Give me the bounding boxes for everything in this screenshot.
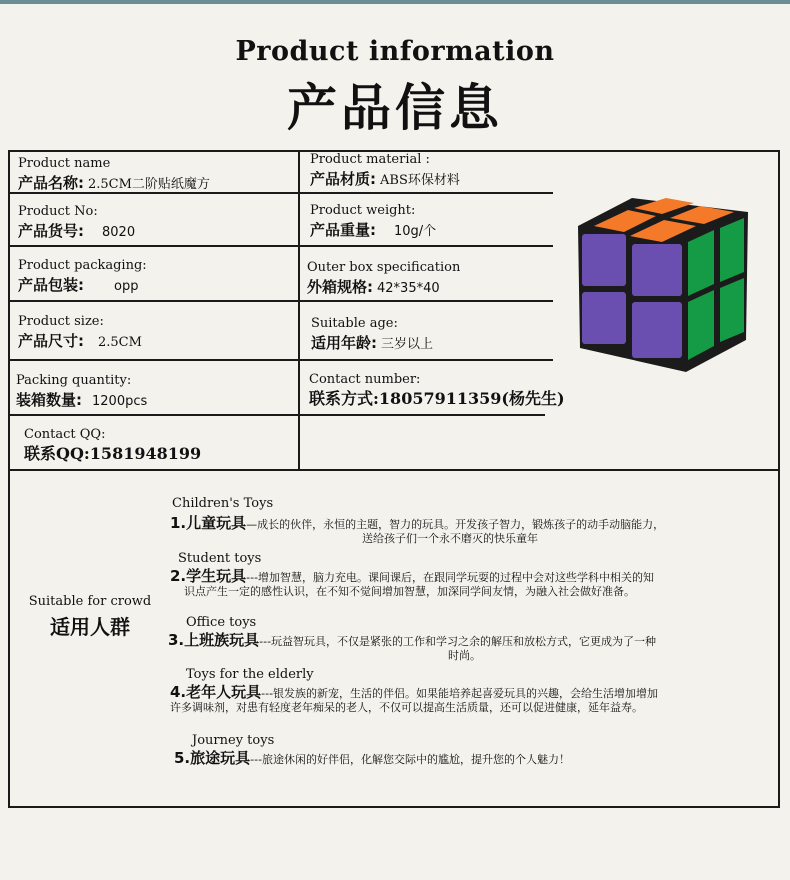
crowd-item-desc: ---旅途休闲的好伴侣，化解您交际中的尴尬，提升您的个人魅力！	[250, 753, 571, 766]
contact-qq-label-en: Contact QQ:	[24, 427, 106, 442]
crowd-item-office	[168, 615, 656, 663]
packing-quantity-value: 1200pcs	[92, 394, 148, 409]
row-rule	[8, 359, 298, 361]
product-weight-label-cn: 产品重量:	[310, 221, 376, 239]
product-name-value: 2.5CM二阶贴纸魔方	[88, 177, 210, 192]
outer-box-value: 42*35*40	[377, 281, 440, 296]
contact-number-label-cn: 联系方式:	[309, 389, 379, 408]
crowd-item-children	[170, 496, 664, 546]
table-vertical-divider	[298, 150, 300, 470]
suitable-crowd-heading	[20, 594, 160, 640]
cube-front-sticker	[582, 292, 626, 344]
product-weight-cell	[310, 203, 436, 242]
row-rule	[300, 300, 553, 302]
product-no-label-en: Product No:	[18, 204, 98, 219]
crowd-item-desc-cont: 送给孩子们一个永不磨灭的快乐童年	[362, 532, 538, 545]
outer-box-label-en: Outer box specification	[307, 260, 461, 275]
crowd-item-desc: ---玩益智玩具，不仅是紧张的工作和学习之余的解压和放松方式，它更成为了一种	[259, 635, 657, 648]
crowd-item-elderly	[170, 667, 658, 715]
crowd-item-desc-cont: 时尚。	[448, 649, 481, 662]
suitable-age-cell	[311, 316, 433, 355]
page-title-cn: 产品信息	[287, 79, 503, 137]
top-accent-bar	[0, 0, 790, 4]
suitable-age-label-cn: 适用年龄:	[311, 334, 377, 352]
crowd-item-title: 4.老年人玩具	[170, 683, 262, 701]
product-no-cell	[18, 204, 135, 243]
product-packaging-label-en: Product packaging:	[18, 258, 147, 273]
crowd-item-en: Office toys	[186, 615, 257, 630]
cube-front-sticker	[632, 302, 682, 358]
row-rule	[300, 192, 553, 194]
suitable-age-label-en: Suitable age:	[311, 316, 398, 331]
table-section-divider	[8, 469, 780, 471]
crowd-item-en: Toys for the elderly	[186, 667, 314, 682]
rubiks-cube-image	[574, 190, 754, 380]
product-packaging-value: opp	[114, 279, 139, 294]
crowd-item-title: 2.学生玩具	[170, 567, 247, 585]
product-no-value: 8020	[102, 225, 136, 240]
product-name-cell	[18, 156, 210, 195]
crowd-item-desc-cont: 识点产生一定的感性认识，在不知不觉间增加智慧，加深同学间友情，为融入社会做好准备。	[184, 585, 635, 598]
crowd-item-desc: ---增加智慧，脑力充电。课间课后，在跟同学玩耍的过程中会对这些学科中相关的知	[246, 571, 655, 584]
product-size-cell	[18, 314, 142, 353]
cube-side-sticker	[720, 218, 744, 282]
crowd-item-student	[170, 551, 654, 599]
suitable-age-value: 三岁以上	[381, 337, 434, 352]
crowd-item-en: Journey toys	[192, 733, 275, 748]
cube-front-sticker	[582, 234, 626, 286]
crowd-item-desc-cont: 许多调味剂，对患有轻度老年痴呆的老人，不仅可以提高生活质量，还可以促进健康，延年益寿。	[170, 701, 643, 714]
product-packaging-cell	[18, 258, 147, 297]
crowd-item-en: Children's Toys	[172, 496, 274, 511]
crowd-item-title: 5.旅途玩具	[174, 749, 251, 767]
packing-quantity-label-en: Packing quantity:	[16, 373, 132, 388]
cube-side-sticker	[720, 278, 744, 342]
product-size-value: 2.5CM	[98, 335, 142, 350]
product-name-label-en: Product name	[18, 156, 111, 171]
product-name-label-cn: 产品名称:	[18, 174, 84, 192]
product-size-label-en: Product size:	[18, 314, 104, 329]
row-rule	[8, 414, 298, 416]
contact-qq-value: 1581948199	[89, 444, 202, 463]
packing-quantity-label-cn: 装箱数量:	[16, 391, 82, 409]
suitable-crowd-label-cn: 适用人群	[50, 615, 130, 639]
product-material-label-cn: 产品材质:	[310, 170, 376, 188]
product-no-label-cn: 产品货号:	[18, 222, 84, 240]
contact-number-cell	[309, 372, 565, 409]
contact-qq-label-cn: 联系QQ:	[24, 444, 90, 463]
row-rule	[300, 245, 553, 247]
outer-box-label-cn: 外箱规格:	[307, 278, 373, 296]
outer-box-cell	[307, 260, 460, 299]
row-rule	[8, 245, 298, 247]
product-weight-value: 10g/个	[394, 224, 437, 239]
suitable-crowd-label-en: Suitable for crowd	[28, 594, 152, 609]
crowd-item-journey	[174, 733, 570, 767]
packing-quantity-cell	[16, 373, 147, 412]
product-material-value: ABS环保材料	[380, 173, 460, 188]
crowd-item-desc: —成长的伙伴，永恒的主题，智力的玩具。开发孩子智力，锻炼孩子的动手动脑能力，	[246, 518, 665, 531]
product-weight-label-en: Product weight:	[310, 203, 416, 218]
product-size-label-cn: 产品尺寸:	[18, 332, 84, 350]
contact-qq-cell	[24, 427, 201, 464]
crowd-item-title: 1.儿童玩具	[170, 514, 247, 532]
cube-front-sticker	[632, 244, 682, 296]
row-rule	[300, 359, 553, 361]
row-rule	[8, 300, 298, 302]
contact-number-value: 18057911359(杨先生)	[378, 389, 565, 408]
crowd-item-desc: ---银发族的新宠，生活的伴侣。如果能培养起喜爱玩具的兴趣，会给生活增加增加	[261, 687, 659, 700]
product-material-cell	[310, 152, 460, 191]
product-packaging-label-cn: 产品包装:	[18, 276, 84, 294]
row-rule	[300, 414, 545, 416]
crowd-item-title: 3.上班族玩具	[168, 631, 260, 649]
crowd-item-en: Student toys	[178, 551, 262, 566]
contact-number-label-en: Contact number:	[309, 372, 421, 387]
product-material-label-en: Product material :	[310, 152, 430, 167]
page-title-en: Product information	[235, 36, 555, 67]
